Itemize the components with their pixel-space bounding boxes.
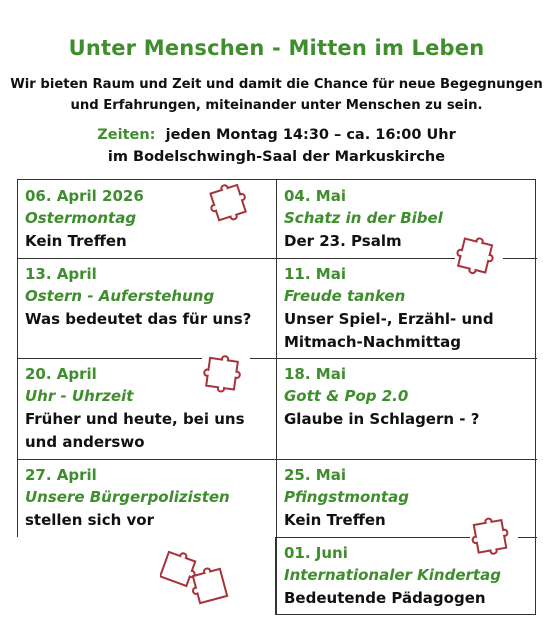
empty-area xyxy=(17,537,276,616)
intro-line-2: und Erfahrungen, miteinander unter Menschen zu sein. xyxy=(70,98,483,113)
entry-description: Bedeutende Pädagogen xyxy=(284,589,486,607)
entry-theme: Unsere Bürgerpolizisten xyxy=(25,488,230,506)
schedule-entry xyxy=(277,358,537,459)
entry-theme: Uhr - Uhrzeit xyxy=(25,387,134,405)
schedule-entry xyxy=(18,459,276,537)
entry-date: 01. Juni xyxy=(284,544,348,562)
entry-description: Glaube in Schlagern - ? xyxy=(284,410,480,428)
entry-theme: Schatz in der Bibel xyxy=(284,209,443,227)
entry-theme: Freude tanken xyxy=(284,287,406,305)
entry-date: 13. April xyxy=(25,265,97,283)
entry-description: Was bedeutet das für uns? xyxy=(25,310,252,328)
entry-description: Früher und heute, bei uns und anderswo xyxy=(25,410,245,451)
entry-date: 27. April xyxy=(25,466,97,484)
times-value: jeden Montag 14:30 – ca. 16:00 Uhr xyxy=(165,127,456,143)
entry-description: stellen sich vor xyxy=(25,511,154,529)
entry-date: 25. Mai xyxy=(284,466,346,484)
entry-description: Unser Spiel-, Erzähl- und Mitmach-Nachmittag xyxy=(284,310,494,351)
puzzle-icon xyxy=(455,234,503,280)
page-title: Unter Menschen - Mitten im Leben xyxy=(68,36,485,60)
entry-theme: Ostern - Auferstehung xyxy=(25,287,215,305)
entry-theme: Ostermontag xyxy=(25,209,137,227)
times-block xyxy=(0,124,553,168)
entry-theme: Gott & Pop 2.0 xyxy=(284,387,409,405)
entry-theme: Pfingstmontag xyxy=(284,488,409,506)
times-label: Zeiten: xyxy=(97,127,156,143)
times-place: im Bodelschwingh-Saal der Markuskirche xyxy=(107,149,446,165)
entry-description: Kein Treffen xyxy=(284,511,386,529)
entry-date: 04. Mai xyxy=(284,187,346,205)
intro-line-1: Wir bieten Raum und Zeit und damit die Chance für neue Begegnungen xyxy=(10,77,543,92)
entry-date: 18. Mai xyxy=(284,365,346,383)
entry-description: Der 23. Psalm xyxy=(284,232,402,250)
puzzle-icon xyxy=(470,514,518,560)
intro-text xyxy=(0,74,553,116)
entry-date: 11. Mai xyxy=(284,265,346,283)
entry-description: Kein Treffen xyxy=(25,232,127,250)
puzzle-icon xyxy=(160,548,230,606)
column-divider xyxy=(275,537,276,615)
entry-date: 06. April 2026 xyxy=(25,187,144,205)
puzzle-icon xyxy=(208,180,256,226)
schedule-entry xyxy=(18,258,276,358)
puzzle-icon xyxy=(202,352,250,398)
entry-date: 20. April xyxy=(25,365,97,383)
entry-theme: Internationaler Kindertag xyxy=(284,566,501,584)
